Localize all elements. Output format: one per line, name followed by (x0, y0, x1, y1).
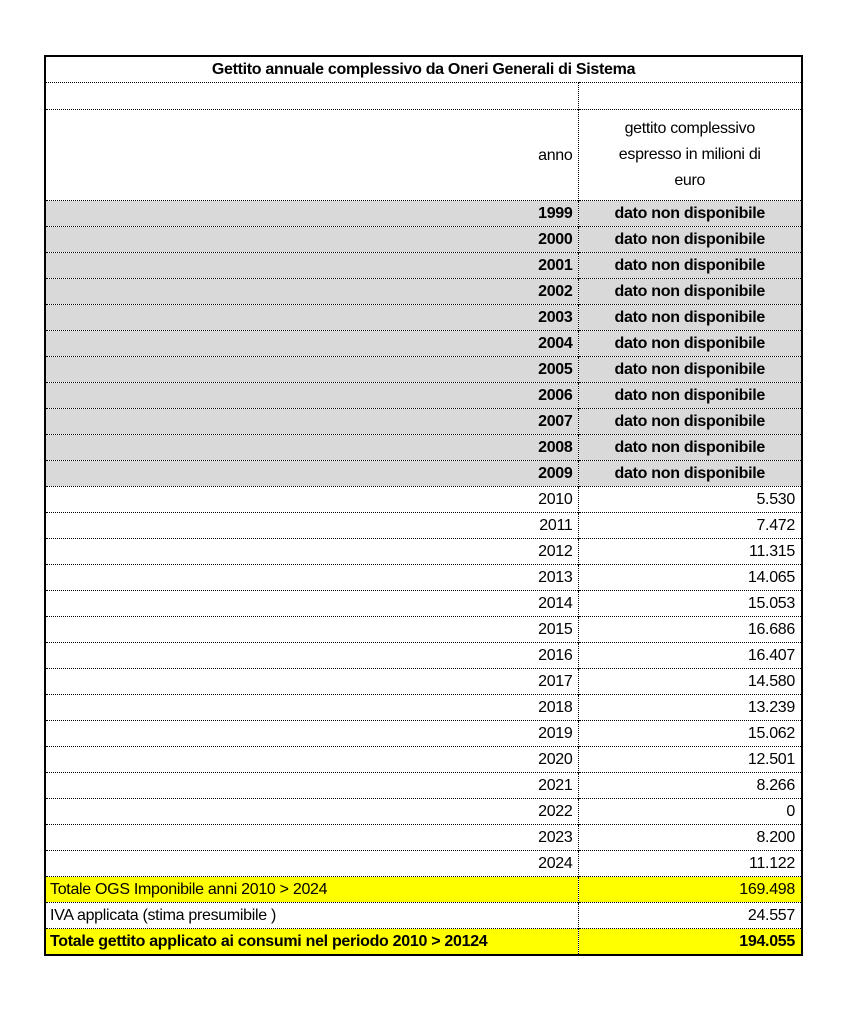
value-cell: 5.530 (578, 487, 802, 513)
year-row-unavailable (45, 305, 802, 331)
year-row (45, 591, 802, 617)
year-cell: 2018 (45, 695, 578, 721)
year-row (45, 513, 802, 539)
year-cell: 2017 (45, 669, 578, 695)
summary-row (45, 877, 802, 903)
summary-value: 24.557 (578, 903, 802, 929)
year-row-unavailable (45, 279, 802, 305)
year-row-unavailable (45, 253, 802, 279)
value-cell: 11.122 (578, 851, 802, 877)
year-row (45, 643, 802, 669)
value-cell: dato non disponibile (578, 357, 802, 383)
year-cell: 2003 (45, 305, 578, 331)
summary-label: Totale gettito applicato ai consumi nel periodo 2010 > 20124 (45, 929, 578, 956)
year-cell: 2007 (45, 409, 578, 435)
spacer-cell-right (578, 83, 802, 110)
year-row (45, 565, 802, 591)
year-cell: 1999 (45, 201, 578, 227)
year-cell: 2023 (45, 825, 578, 851)
year-cell: 2005 (45, 357, 578, 383)
year-cell: 2022 (45, 799, 578, 825)
table-head-section (45, 56, 802, 201)
summary-label: IVA applicata (stima presumibile ) (45, 903, 578, 929)
ogs-table (44, 55, 803, 956)
value-cell: dato non disponibile (578, 383, 802, 409)
value-cell: dato non disponibile (578, 227, 802, 253)
value-cell: 16.407 (578, 643, 802, 669)
year-row (45, 825, 802, 851)
value-cell: 7.472 (578, 513, 802, 539)
year-row (45, 773, 802, 799)
title-row (45, 56, 802, 83)
year-cell: 2012 (45, 539, 578, 565)
year-column-header: anno (45, 110, 578, 201)
value-cell: 8.266 (578, 773, 802, 799)
year-cell: 2015 (45, 617, 578, 643)
value-cell: dato non disponibile (578, 201, 802, 227)
year-cell: 2010 (45, 487, 578, 513)
year-cell: 2021 (45, 773, 578, 799)
year-row-unavailable (45, 357, 802, 383)
value-cell: 13.239 (578, 695, 802, 721)
year-cell: 2011 (45, 513, 578, 539)
year-row (45, 747, 802, 773)
value-cell: dato non disponibile (578, 435, 802, 461)
summary-value: 194.055 (578, 929, 802, 956)
year-row (45, 617, 802, 643)
value-cell: dato non disponibile (578, 461, 802, 487)
value-cell: 8.200 (578, 825, 802, 851)
summary-label: Totale OGS Imponibile anni 2010 > 2024 (45, 877, 578, 903)
summary-rows-section (45, 877, 802, 956)
year-rows-section (45, 201, 802, 877)
value-cell: 12.501 (578, 747, 802, 773)
year-row (45, 721, 802, 747)
value-cell: 14.065 (578, 565, 802, 591)
year-row-unavailable (45, 461, 802, 487)
year-row-unavailable (45, 383, 802, 409)
year-cell: 2002 (45, 279, 578, 305)
year-row (45, 851, 802, 877)
year-cell: 2004 (45, 331, 578, 357)
summary-value: 169.498 (578, 877, 802, 903)
year-row-unavailable (45, 227, 802, 253)
header-row (45, 110, 802, 201)
year-cell: 2006 (45, 383, 578, 409)
value-column-header: gettito complessivo espresso in milioni di euro (578, 110, 802, 201)
year-row (45, 669, 802, 695)
year-cell: 2000 (45, 227, 578, 253)
year-cell: 2001 (45, 253, 578, 279)
year-row-unavailable (45, 201, 802, 227)
value-cell: 15.053 (578, 591, 802, 617)
year-cell: 2016 (45, 643, 578, 669)
year-cell: 2013 (45, 565, 578, 591)
year-row (45, 799, 802, 825)
year-cell: 2014 (45, 591, 578, 617)
year-row (45, 539, 802, 565)
year-row-unavailable (45, 435, 802, 461)
summary-row (45, 903, 802, 929)
value-cell: 0 (578, 799, 802, 825)
value-cell: 16.686 (578, 617, 802, 643)
year-cell: 2020 (45, 747, 578, 773)
year-cell: 2019 (45, 721, 578, 747)
spacer-cell-left (45, 83, 578, 110)
value-cell: dato non disponibile (578, 305, 802, 331)
value-cell: 15.062 (578, 721, 802, 747)
value-cell: dato non disponibile (578, 253, 802, 279)
value-cell: 11.315 (578, 539, 802, 565)
value-cell: dato non disponibile (578, 331, 802, 357)
year-cell: 2008 (45, 435, 578, 461)
year-row (45, 695, 802, 721)
year-row (45, 487, 802, 513)
year-row-unavailable (45, 331, 802, 357)
spacer-row (45, 83, 802, 110)
value-cell: dato non disponibile (578, 409, 802, 435)
table-title: Gettito annuale complessivo da Oneri Generali di Sistema (211, 61, 636, 78)
year-cell: 2009 (45, 461, 578, 487)
year-cell: 2024 (45, 851, 578, 877)
summary-row (45, 929, 802, 956)
value-cell: 14.580 (578, 669, 802, 695)
value-cell: dato non disponibile (578, 279, 802, 305)
year-row-unavailable (45, 409, 802, 435)
